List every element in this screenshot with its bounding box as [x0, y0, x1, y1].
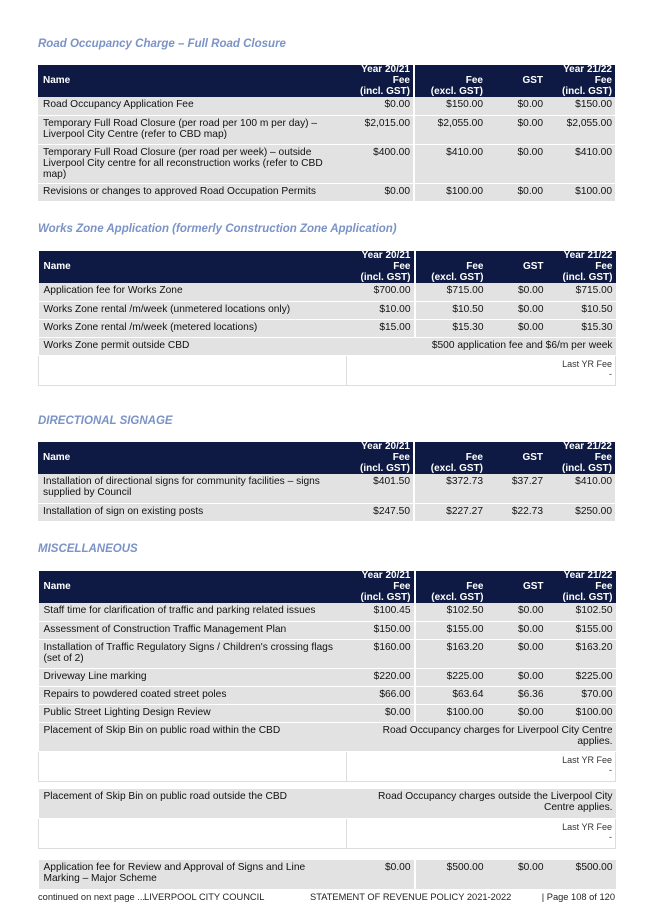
table-header: Name Year 20/21 Year 21/22 Fee Fee GST Fee (incl. GST) (excl. GST) (incl. GST) [39, 251, 616, 283]
table-row: Temporary Full Road Closure (per road per 100 m per day) – Liverpool City Centre (refer to CBD map) $2,015.00 $2,055.00 $0.00 $2,055.00 [38, 115, 615, 144]
section-title-directional-signage: DIRECTIONAL SIGNAGE [38, 415, 173, 427]
last-year-fee-label: Last YR Fee [562, 358, 612, 369]
table-row: Application fee for Works Zone $700.00 $715.00 $0.00 $715.00 [39, 283, 616, 301]
table-row: Works Zone permit outside CBD $500 application fee and $6/m per week [39, 337, 616, 355]
last-year-fee-row [39, 355, 616, 385]
section-title-miscellaneous: MISCELLANEOUS [38, 543, 138, 555]
table-row: Public Street Lighting Design Review $0.00 $100.00 $0.00 $100.00 [39, 704, 616, 722]
last-year-fee-row [39, 818, 616, 848]
header-fee-incl: Fee [346, 76, 414, 87]
header-fee-excl: Fee [414, 76, 486, 87]
special-fee-text: $500 application fee and $6/m per week [347, 337, 616, 355]
table-header: Name Year 20/21 Year 21/22 Fee Fee GST Fee (incl. GST) (excl. GST) (incl. GST) [39, 571, 616, 603]
table-row: Installation of Traffic Regulatory Signs / Children's crossing flags (set of 2) $160.00 $163.20 $0.00 $163.20 [39, 639, 616, 668]
miscellaneous-table [38, 571, 616, 890]
table-header [38, 65, 615, 97]
footer-continued: continued on next page ... [38, 892, 145, 902]
road-occupancy-table [38, 65, 615, 202]
section-title-works-zone: Works Zone Application (formerly Construction Zone Application) [38, 223, 397, 235]
footer-org: LIVERPOOL CITY COUNCIL [144, 892, 265, 902]
header-fee-incl-2: Fee [546, 76, 615, 87]
last-year-fee-row [39, 751, 616, 781]
footer-page-number: | Page 108 of 120 [541, 892, 615, 902]
skip-bin-outside-text: Road Occupancy charges outside the Liverpool City Centre applies. [347, 789, 616, 818]
header-name: Name [38, 65, 346, 97]
section-title-road-occupancy: Road Occupancy Charge – Full Road Closure [38, 38, 286, 50]
last-year-fee-value: - [609, 368, 612, 379]
table-row: Placement of Skip Bin on public road within the CBD Road Occupancy charges for Liverpool City Centre applies. [39, 722, 616, 751]
table-row: Installation of sign on existing posts $247.50 $227.27 $22.73 $250.00 [38, 503, 615, 521]
directional-signage-table [38, 442, 615, 522]
header-year-2021: Year 20/21 [346, 65, 414, 76]
header-fee-excl-sub: (excl. GST) [414, 86, 486, 97]
works-zone-table [38, 251, 616, 386]
footer-doc-title: STATEMENT OF REVENUE POLICY 2021-2022 [310, 892, 512, 902]
table-row: Placement of Skip Bin on public road outside the CBD Road Occupancy charges outside the Liverpool City Centre applies. [39, 789, 616, 818]
table-row: Temporary Full Road Closure (per road per week) – outside Liverpool City centre for all reconstruction works (refer to CBD map) $400.00 $410.00 $0.00 $410.00 [38, 144, 615, 183]
header-fee-incl-sub-2: (incl. GST) [546, 86, 615, 97]
header-gst: GST [486, 76, 546, 98]
skip-bin-cbd-text: Road Occupancy charges for Liverpool City Centre applies. [347, 722, 616, 751]
last-year-fee-label: Last YR Fee [562, 821, 612, 832]
table-row: Staff time for clarification of traffic and parking related issues $100.45 $102.50 $0.00 $102.50 [39, 603, 616, 621]
header-year-2122: Year 21/22 [546, 65, 615, 76]
table-row: Installation of directional signs for community facilities – signs supplied by Council $401.50 $372.73 $37.27 $410.00 [38, 474, 615, 503]
table-row: Revisions or changes to approved Road Occupation Permits $0.00 $100.00 $0.00 $100.00 [38, 183, 615, 201]
last-year-fee-value: - [609, 764, 612, 775]
table-header: Name Year 20/21 Year 21/22 Fee Fee GST Fee (incl. GST) (excl. GST) (incl. GST) [38, 442, 615, 474]
header-fee-incl-sub: (incl. GST) [346, 86, 414, 97]
table-row: Assessment of Construction Traffic Management Plan $150.00 $155.00 $0.00 $155.00 [39, 621, 616, 639]
table-row: Repairs to powdered coated street poles $66.00 $63.64 $6.36 $70.00 [39, 686, 616, 704]
table-row: Road Occupancy Application Fee $0.00 $150.00 $0.00 $150.00 [38, 97, 615, 115]
table-row: Driveway Line marking $220.00 $225.00 $0.00 $225.00 [39, 668, 616, 686]
last-year-fee-label: Last YR Fee [562, 754, 612, 765]
last-year-fee-value: - [609, 831, 612, 842]
table-row: Application fee for Review and Approval of Signs and Line Marking – Major Scheme $0.00 $500.00 $0.00 $500.00 [39, 860, 616, 889]
table-row: Works Zone rental /m/week (metered locations) $15.00 $15.30 $0.00 $15.30 [39, 319, 616, 337]
table-row: Works Zone rental /m/week (unmetered locations only) $10.00 $10.50 $0.00 $10.50 [39, 301, 616, 319]
